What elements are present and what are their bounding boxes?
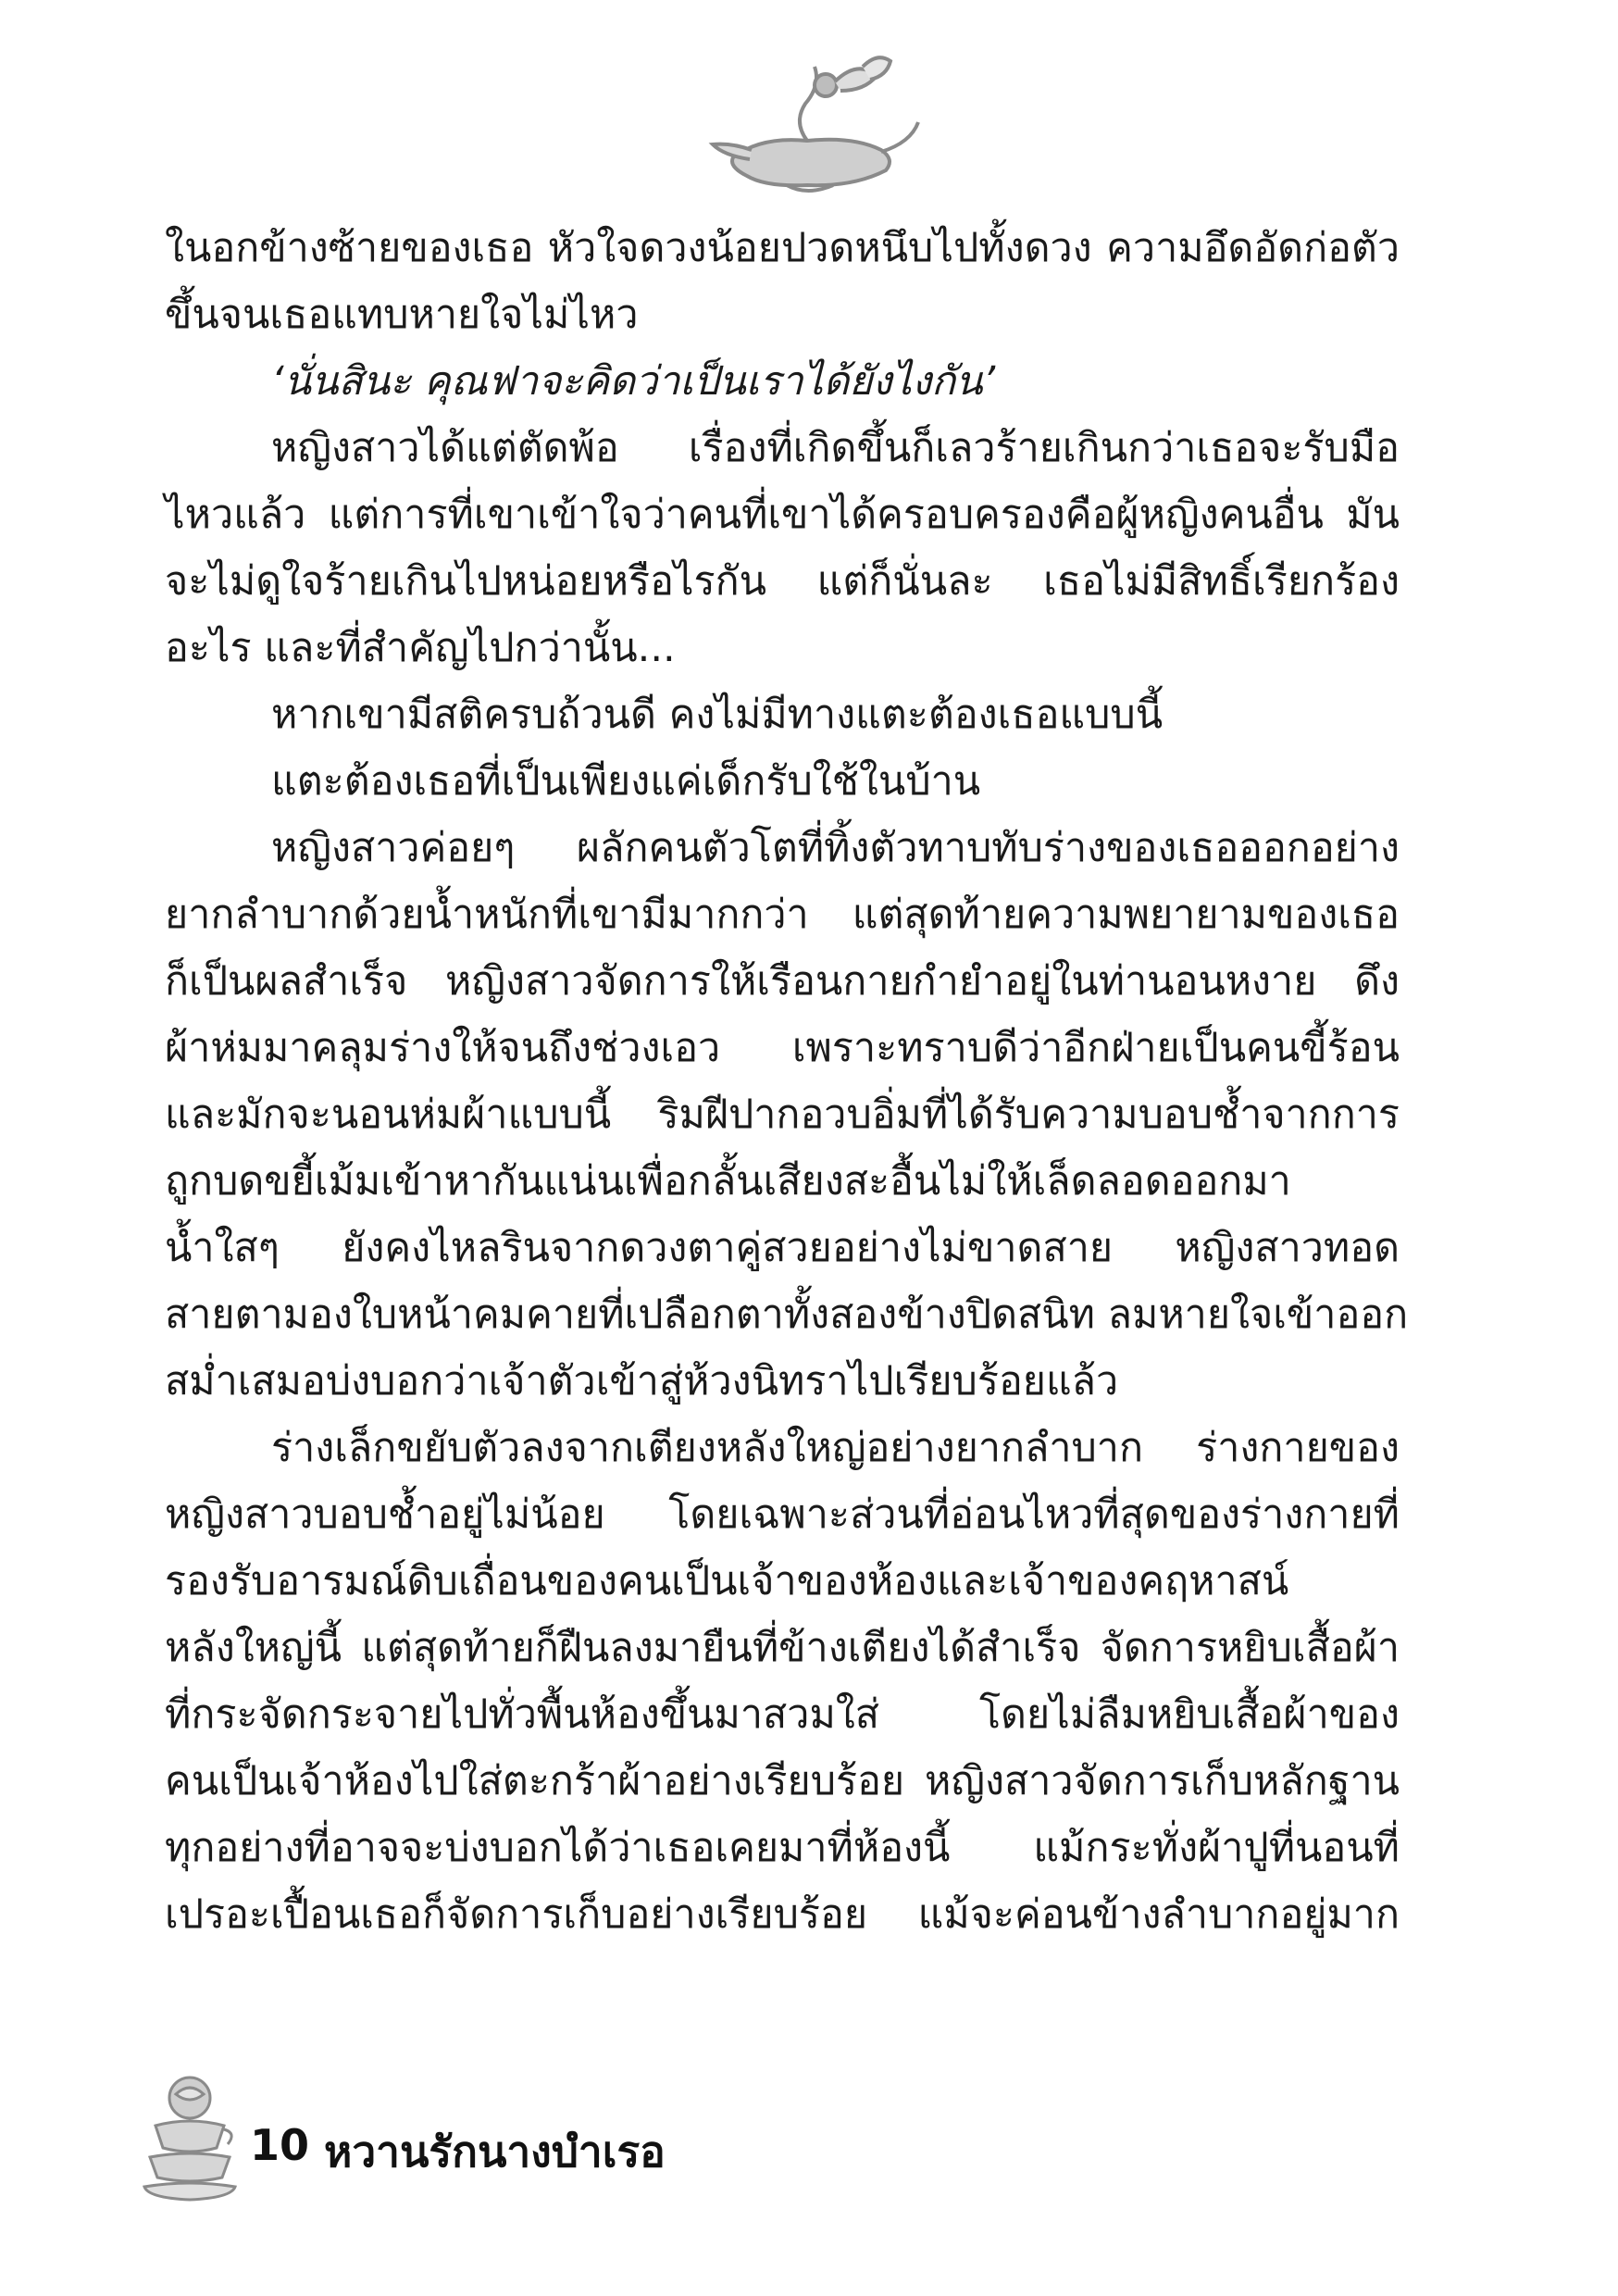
text-line: ยากลำบากด้วยน้ำหนักที่เขามีมากกว่า แต่สุดท้ายความพยายามของเธอ: [165, 892, 1400, 938]
text-line: อะไร และที่สำคัญไปกว่านั้น...: [165, 625, 676, 671]
text-line: ทุกอย่างที่อาจจะบ่งบอกได้ว่าเธอเคยมาที่ห้องนี้ แม้กระทั่งผ้าปูที่นอนที่: [165, 1825, 1400, 1871]
text-line: ร่างเล็กขยับตัวลงจากเตียงหลังใหญ่อย่างยากลำบาก ร่างกายของ: [271, 1425, 1400, 1471]
text-line: ถูกบดขยี้เม้มเข้าหากันแน่นเพื่อกลั้นเสียงสะอื้นไม่ให้เล็ดลอดออกมา: [165, 1158, 1291, 1204]
text-line: หลังใหญ่นี้ แต่สุดท้ายก็ฝืนลงมายืนที่ข้างเตียงได้สำเร็จ จัดการหยิบเสื้อผ้า: [165, 1625, 1400, 1671]
teacup-stack-icon: [139, 2072, 241, 2202]
text-line: สม่ำเสมอบ่งบอกว่าเจ้าตัวเข้าสู่ห้วงนิทราไปเรียบร้อยแล้ว: [165, 1358, 1119, 1404]
text-line: และมักจะนอนห่มผ้าแบบนี้ ริมฝีปากอวบอิ่มที่ได้รับความบอบช้ำจากการ: [165, 1092, 1400, 1138]
chapter-body: [165, 215, 1409, 1948]
text-line: หญิงสาวบอบช้ำอยู่ไม่น้อย โดยเฉพาะส่วนที่อ่อนไหวที่สุดของร่างกายที่: [165, 1491, 1400, 1538]
text-line: ผ้าห่มมาคลุมร่างให้จนถึงช่วงเอว เพราะทราบดีว่าอีกฝ่ายเป็นคนขี้ร้อน: [165, 1025, 1400, 1071]
text-line: ไหวแล้ว แต่การที่เขาเข้าใจว่าคนที่เขาได้ครอบครองคือผู้หญิงคนอื่น มัน: [165, 492, 1400, 538]
text-line: หญิงสาวค่อยๆ ผลักคนตัวโตที่ทิ้งตัวทาบทับร่างของเธอออกอย่าง: [271, 825, 1400, 871]
text-line: จะไม่ดูใจร้ายเกินไปหน่อยหรือไรกัน แต่ก็นั่นละ เธอไม่มีสิทธิ์เรียกร้อง: [165, 558, 1400, 605]
text-line: ขึ้นจนเธอแทบหายใจไม่ไหว: [165, 292, 639, 338]
text-line: เปรอะเปื้อนเธอก็จัดการเก็บอย่างเรียบร้อย แม้จะค่อนข้างลำบากอยู่มาก: [165, 1891, 1400, 1938]
text-line: ‘นั่นสินะ คุณฟาจะคิดว่าเป็นเราได้ยังไงกัน’: [271, 358, 996, 405]
page-number: 10: [250, 2120, 310, 2170]
text-line: แตะต้องเธอที่เป็นเพียงแค่เด็กรับใช้ในบ้าน: [271, 758, 981, 805]
book-title: หวานรักนางบำเรอ: [324, 2127, 666, 2177]
text-line: รองรับอารมณ์ดิบเถื่อนของคนเป็นเจ้าของห้องและเจ้าของคฤหาสน์: [165, 1558, 1289, 1604]
text-line: ในอกข้างซ้ายของเธอ หัวใจดวงน้อยปวดหนึบไปทั้งดวง ความอึดอัดก่อตัว: [165, 225, 1400, 271]
text-line: หญิงสาวได้แต่ตัดพ้อ เรื่องที่เกิดขึ้นก็เลวร้ายเกินกว่าเธอจะรับมือ: [271, 425, 1400, 471]
page-footer: [139, 2072, 972, 2202]
text-line: ก็เป็นผลสำเร็จ หญิงสาวจัดการให้เรือนกายกำยำอยู่ในท่านอนหงาย ดึง: [165, 958, 1400, 1004]
text-line: ที่กระจัดกระจายไปทั่วพื้นห้องขึ้นมาสวมใส่ โดยไม่ลืมหยิบเสื้อผ้าของ: [165, 1691, 1400, 1738]
text-line: คนเป็นเจ้าห้องไปใส่ตะกร้าผ้าอย่างเรียบร้อย หญิงสาวจัดการเก็บหลักฐาน: [165, 1758, 1400, 1804]
text-line: สายตามองใบหน้าคมคายที่เปลือกตาทั้งสองข้างปิดสนิท ลมหายใจเข้าออก: [165, 1292, 1409, 1338]
text-line: หากเขามีสติครบถ้วนดี คงไม่มีทางแตะต้องเธอแบบนี้: [271, 692, 1164, 738]
genie-lamp-icon: [696, 48, 927, 196]
text-line: น้ำใสๆ ยังคงไหลรินจากดวงตาคู่สวยอย่างไม่ขาดสาย หญิงสาวทอด: [165, 1225, 1400, 1271]
